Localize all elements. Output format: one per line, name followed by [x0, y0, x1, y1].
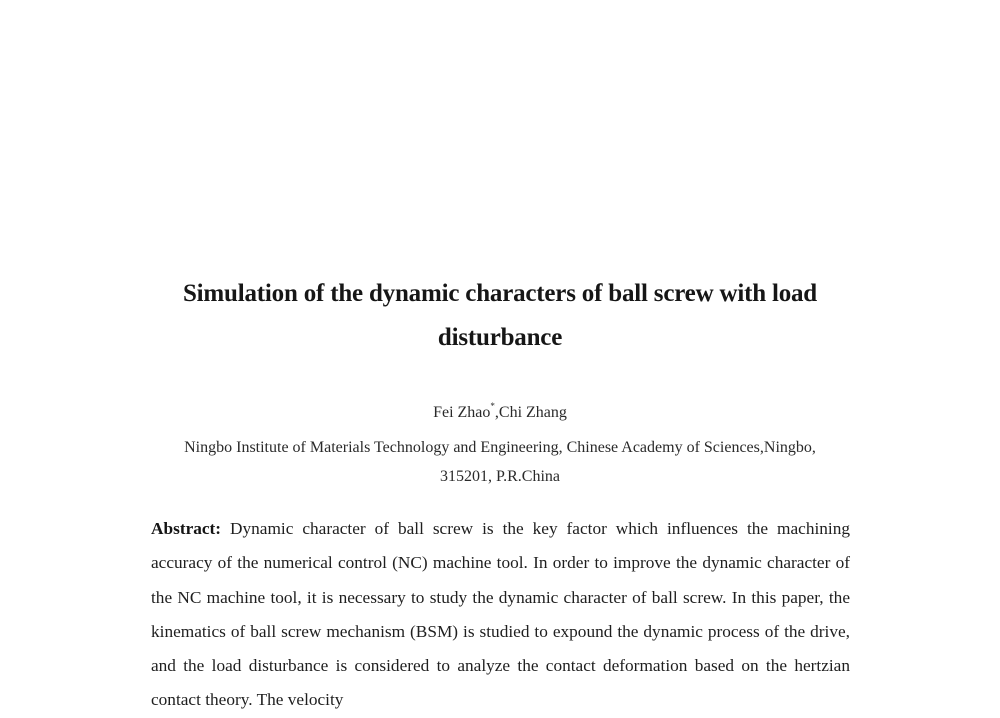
author-name: Chi Zhang: [498, 404, 567, 421]
affiliation: [120, 433, 880, 491]
abstract-label: Abstract:: [151, 519, 222, 538]
author-separator: ,: [494, 404, 499, 421]
affiliation-line-1: Ningbo Institute of Materials Technology and Engineering, Chinese Academy of Sciences,Ningbo,: [184, 439, 816, 456]
author-name: Fei Zhao: [433, 404, 491, 421]
title-line-1: Simulation of the dynamic characters of ball screw with load: [182, 280, 818, 307]
affiliation-line-2: 315201, P.R.China: [439, 468, 560, 485]
paper-title: [100, 272, 900, 360]
abstract-text: Dynamic character of ball screw is the key factor which influences the machining accuracy of the numerical control (NC) machine tool. In order to improve the dynamic character of the NC machine tool, it is necessary to study the dynamic character of ball screw. In this paper, the kinematics of ball screw mechanism (BSM) is studied to expound the dynamic process of the drive, and the load disturbance is considered to analyze the contact deformation based on the hertzian contact theory. The velocity: [151, 519, 850, 710]
title-line-2: disturbance: [437, 324, 563, 351]
author-list: [100, 403, 900, 423]
abstract: [151, 512, 850, 718]
corresponding-author-mark: *: [490, 401, 495, 411]
